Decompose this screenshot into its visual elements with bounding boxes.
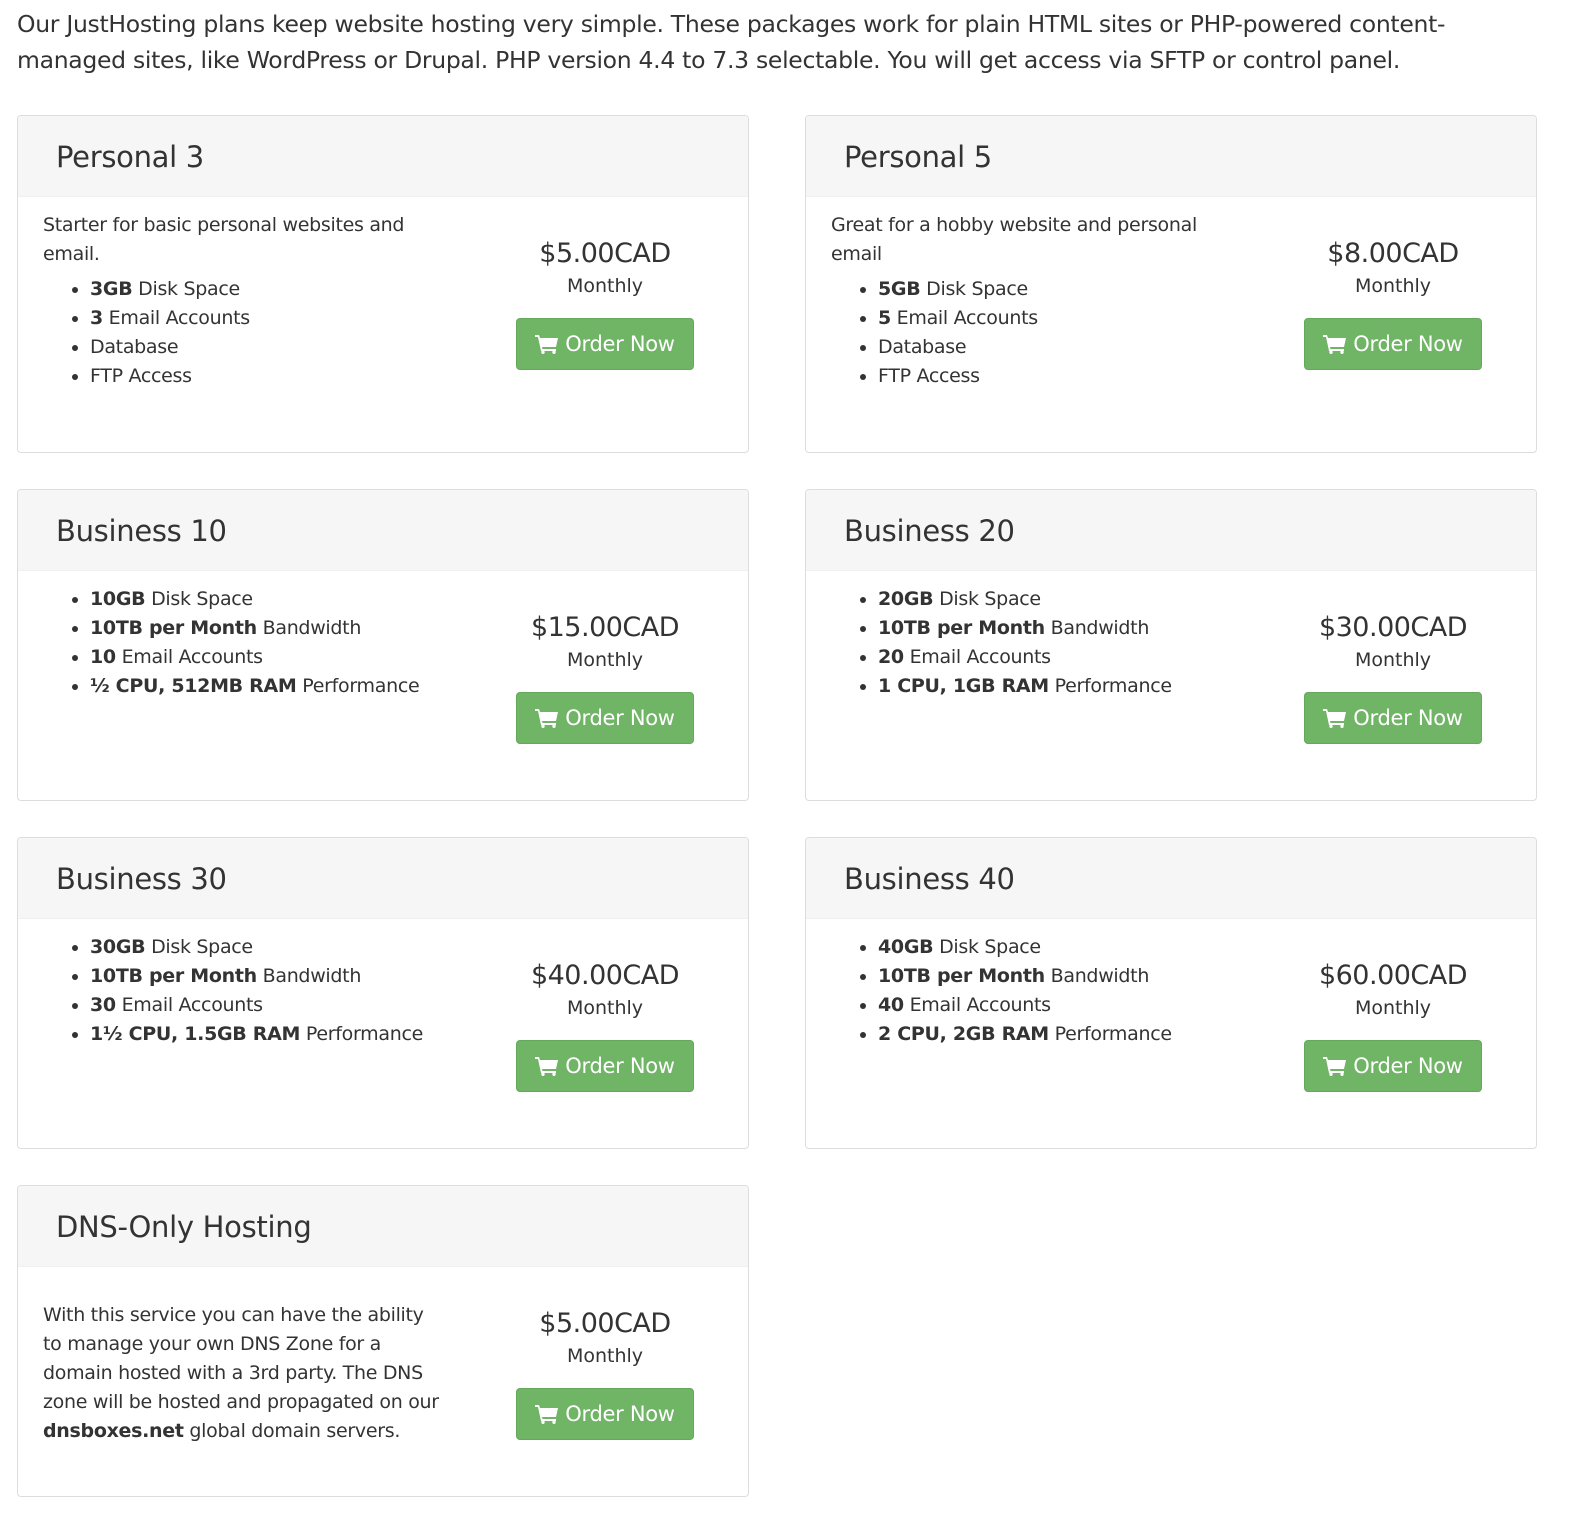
feature-item (878, 275, 1231, 304)
feature-text: Disk Space (145, 936, 253, 958)
feature-bold: 10TB per Month (878, 617, 1045, 639)
feature-bold: 20GB (878, 588, 934, 610)
feature-item (878, 585, 1231, 614)
plan-title: DNS-Only Hosting (18, 1186, 748, 1267)
price-box (470, 235, 740, 370)
feature-text: Email Accounts (102, 307, 250, 329)
plan-price: $15.00CAD (530, 612, 680, 643)
order-now-button[interactable] (1304, 318, 1482, 370)
description-text: Starter for basic personal websites and email. (43, 214, 405, 265)
plan-price: $30.00CAD (1318, 612, 1468, 643)
feature-text: Bandwidth (1044, 617, 1150, 639)
feature-bold: 10TB per Month (90, 965, 257, 987)
plan-title: Business 30 (18, 838, 748, 919)
feature-text: Email Accounts (903, 994, 1051, 1016)
shopping-cart-icon (1323, 334, 1347, 354)
plan-panel (805, 115, 1537, 453)
feature-text: Disk Space (132, 278, 240, 300)
feature-text: Bandwidth (1044, 965, 1150, 987)
feature-text: Performance (300, 1023, 423, 1045)
feature-item (90, 614, 443, 643)
plan-panel (805, 489, 1537, 801)
feature-bold: 40GB (878, 936, 934, 958)
feature-list (18, 933, 443, 1049)
plan-panel (17, 489, 749, 801)
plan-title: Business 40 (806, 838, 1536, 919)
feature-text: Performance (1048, 1023, 1172, 1045)
price-box (470, 1305, 740, 1440)
feature-bold: 3 (90, 307, 103, 329)
plan-price: $40.00CAD (530, 960, 680, 991)
feature-item (90, 333, 443, 362)
shopping-cart-icon (535, 708, 559, 728)
plan-description (43, 1301, 443, 1446)
plan-panel (17, 115, 749, 453)
feature-list (806, 585, 1231, 701)
shopping-cart-icon (535, 1404, 559, 1424)
plan-price: $60.00CAD (1318, 960, 1468, 991)
feature-item (90, 585, 443, 614)
feature-bold: 40 (878, 994, 904, 1016)
feature-text: Bandwidth (256, 965, 362, 987)
feature-item (878, 933, 1231, 962)
feature-item (878, 333, 1231, 362)
feature-text: Email Accounts (890, 307, 1038, 329)
feature-text: Email Accounts (115, 994, 263, 1016)
feature-item (90, 933, 443, 962)
price-box (1258, 235, 1528, 370)
feature-text: Disk Space (145, 588, 253, 610)
price-box (1258, 957, 1528, 1092)
feature-bold: 10TB per Month (878, 965, 1045, 987)
feature-list (18, 585, 443, 701)
feature-bold: 5GB (878, 278, 921, 300)
description-text: With this service you can have the ability to manage your own DNS Zone for a domain hosted with a 3rd party. The DNS zone will be hosted and propagated on our (43, 1304, 439, 1413)
plan-title: Business 20 (806, 490, 1536, 571)
plan-panel (17, 837, 749, 1149)
feature-bold: 1 CPU, 1GB RAM (878, 675, 1049, 697)
feature-bold: 10GB (90, 588, 146, 610)
description-text: Great for a hobby website and personal email (831, 214, 1197, 265)
plan-description (831, 211, 1231, 269)
order-now-label: Order Now (565, 1402, 675, 1426)
plan-title: Personal 5 (806, 116, 1536, 197)
billing-period: Monthly (1354, 275, 1432, 297)
shopping-cart-icon (1323, 1056, 1347, 1076)
feature-list (806, 933, 1231, 1049)
feature-item (878, 362, 1231, 391)
billing-period: Monthly (566, 997, 644, 1019)
plan-price: $5.00CAD (539, 1308, 671, 1339)
feature-item (90, 362, 443, 391)
order-now-label: Order Now (565, 332, 675, 356)
feature-item (878, 672, 1231, 701)
feature-item (878, 643, 1231, 672)
billing-period: Monthly (1354, 649, 1432, 671)
feature-item (90, 1020, 443, 1049)
feature-bold: 30 (90, 994, 116, 1016)
plan-price: $5.00CAD (539, 238, 671, 269)
order-now-label: Order Now (565, 1054, 675, 1078)
intro-text: Our JustHosting plans keep website hosting very simple. These packages work for plain HTML sites or PHP-powered content-managed sites, like WordPress or Drupal. PHP version 4.4 to 7.3 selectable. You will get access via SFTP or control panel. (17, 10, 1446, 74)
feature-text: Email Accounts (115, 646, 263, 668)
order-now-label: Order Now (1353, 1054, 1463, 1078)
feature-item (878, 962, 1231, 991)
description-end: global domain servers. (183, 1420, 401, 1442)
feature-bold: 1½ CPU, 1.5GB RAM (90, 1023, 301, 1045)
feature-bold: 3GB (90, 278, 133, 300)
feature-text: Performance (1048, 675, 1172, 697)
feature-bold: 30GB (90, 936, 146, 958)
feature-item (90, 672, 443, 701)
price-box (470, 957, 740, 1092)
shopping-cart-icon (535, 334, 559, 354)
order-now-button[interactable] (516, 692, 694, 744)
feature-item (90, 275, 443, 304)
price-box (470, 609, 740, 744)
billing-period: Monthly (566, 1345, 644, 1367)
feature-item (878, 991, 1231, 1020)
feature-item (90, 991, 443, 1020)
order-now-button[interactable] (516, 1388, 694, 1440)
order-now-button[interactable] (1304, 1040, 1482, 1092)
feature-text: Disk Space (933, 936, 1041, 958)
feature-bold: 5 (878, 307, 891, 329)
plan-title: Business 10 (18, 490, 748, 571)
shopping-cart-icon (535, 1056, 559, 1076)
feature-bold: 10TB per Month (90, 617, 257, 639)
feature-item (878, 614, 1231, 643)
order-now-label: Order Now (1353, 706, 1463, 730)
billing-period: Monthly (566, 275, 644, 297)
order-now-label: Order Now (565, 706, 675, 730)
feature-text: Performance (296, 675, 420, 697)
plan-title: Personal 3 (18, 116, 748, 197)
price-box (1258, 609, 1528, 744)
shopping-cart-icon (1323, 708, 1347, 728)
feature-text: Disk Space (933, 588, 1041, 610)
order-now-button[interactable] (516, 318, 694, 370)
plan-panel (805, 837, 1537, 1149)
feature-item (878, 304, 1231, 333)
plan-price: $8.00CAD (1327, 238, 1459, 269)
feature-list (806, 275, 1231, 391)
plan-description (43, 211, 443, 269)
feature-text: FTP Access (878, 365, 980, 387)
feature-list (18, 275, 443, 391)
feature-text: FTP Access (90, 365, 192, 387)
feature-text: Bandwidth (256, 617, 362, 639)
billing-period: Monthly (566, 649, 644, 671)
feature-text: Database (878, 336, 967, 358)
feature-bold: 2 CPU, 2GB RAM (878, 1023, 1049, 1045)
feature-text: Disk Space (920, 278, 1028, 300)
billing-period: Monthly (1354, 997, 1432, 1019)
feature-text: Database (90, 336, 179, 358)
order-now-button[interactable] (1304, 692, 1482, 744)
description-bold: dnsboxes.net (43, 1420, 184, 1442)
feature-item (90, 643, 443, 672)
feature-text: Email Accounts (903, 646, 1051, 668)
feature-item (878, 1020, 1231, 1049)
order-now-label: Order Now (1353, 332, 1463, 356)
feature-item (90, 962, 443, 991)
feature-bold: ½ CPU, 512MB RAM (90, 675, 297, 697)
feature-item (90, 304, 443, 333)
feature-bold: 10 (90, 646, 116, 668)
plan-panel (17, 1185, 749, 1497)
feature-bold: 20 (878, 646, 904, 668)
order-now-button[interactable] (516, 1040, 694, 1092)
